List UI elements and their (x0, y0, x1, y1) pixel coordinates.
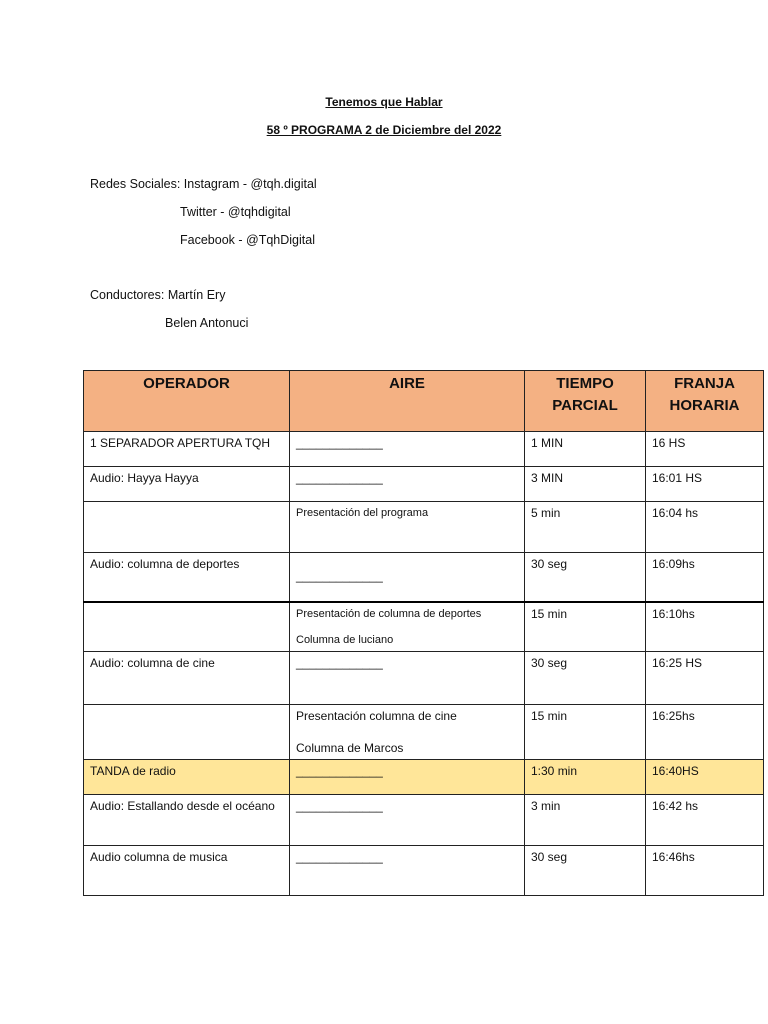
cell-aire: _____________ (290, 759, 525, 794)
cell-tiempo: 30 seg (525, 845, 646, 895)
cell-aire: _____________ (290, 794, 525, 845)
cell-franja: 16:01 HS (646, 467, 764, 502)
cell-operador (84, 704, 290, 759)
table-row (84, 502, 764, 553)
cell-tiempo: 3 min (525, 794, 646, 845)
program-subtitle: 58 º PROGRAMA 2 de Diciembre del 2022 (266, 123, 502, 137)
cell-aire: _____________ (290, 467, 525, 502)
table-row (84, 845, 764, 895)
cell-franja: 16:10hs (646, 602, 764, 652)
header-tiempo-parcial: TIEMPO PARCIAL (525, 371, 646, 432)
cell-tiempo: 15 min (525, 704, 646, 759)
cell-aire: Presentación del programa (290, 502, 525, 553)
cell-franja: 16:42 hs (646, 794, 764, 845)
header-franja-horaria: FRANJA HORARIA (646, 371, 764, 432)
cell-operador: Audio columna de musica (84, 845, 290, 895)
document-title: Tenemos que Hablar (325, 95, 443, 109)
hosts-line-2: Belen Antonuci (165, 316, 249, 330)
cell-aire: _____________ (290, 432, 525, 467)
cell-tiempo: 15 min (525, 602, 646, 652)
cell-franja: 16:40HS (646, 759, 764, 794)
table-row-tanda (84, 759, 764, 794)
cell-aire: Presentación de columna de deportes Columna de luciano (290, 602, 525, 652)
cell-operador: Audio: columna de deportes (84, 553, 290, 602)
cell-tiempo: 5 min (525, 502, 646, 553)
cell-franja: 16 HS (646, 432, 764, 467)
cell-franja: 16:09hs (646, 553, 764, 602)
cell-tiempo: 1 MIN (525, 432, 646, 467)
cell-tiempo: 30 seg (525, 553, 646, 602)
cell-tiempo: 3 MIN (525, 467, 646, 502)
table-row (84, 467, 764, 502)
cell-tiempo: 1:30 min (525, 759, 646, 794)
cell-franja: 16:25hs (646, 704, 764, 759)
cell-aire: _____________ (290, 553, 525, 602)
cell-franja: 16:04 hs (646, 502, 764, 553)
header-operador: OPERADOR (84, 371, 290, 432)
social-facebook: Facebook - @TqhDigital (180, 233, 315, 247)
cell-operador: Audio: Estallando desde el océano (84, 794, 290, 845)
cell-franja: 16:25 HS (646, 651, 764, 704)
cell-operador: Audio: columna de cine (84, 651, 290, 704)
table-header-row (84, 371, 764, 432)
cell-aire: _____________ (290, 845, 525, 895)
hosts-line-1: Conductores: Martín Ery (90, 288, 226, 302)
table-row (84, 553, 764, 602)
table-row (84, 602, 764, 652)
social-instagram: Redes Sociales: Instagram - @tqh.digital (90, 177, 317, 191)
cell-operador (84, 502, 290, 553)
cell-operador: TANDA de radio (84, 759, 290, 794)
cell-tiempo: 30 seg (525, 651, 646, 704)
cell-franja: 16:46hs (646, 845, 764, 895)
table-row (84, 704, 764, 759)
cell-operador: 1 SEPARADOR APERTURA TQH (84, 432, 290, 467)
rundown-table (83, 370, 764, 896)
table-row (84, 794, 764, 845)
cell-operador (84, 602, 290, 652)
social-twitter: Twitter - @tqhdigital (180, 205, 291, 219)
table-row (84, 651, 764, 704)
header-aire: AIRE (290, 371, 525, 432)
table-row (84, 432, 764, 467)
cell-aire: _____________ (290, 651, 525, 704)
cell-operador: Audio: Hayya Hayya (84, 467, 290, 502)
cell-aire: Presentación columna de cine Columna de Marcos (290, 704, 525, 759)
